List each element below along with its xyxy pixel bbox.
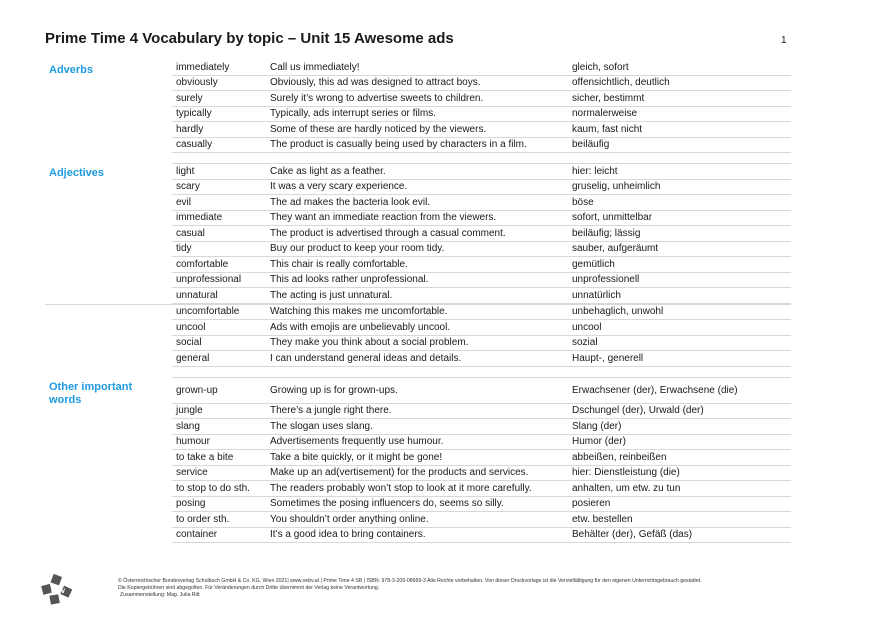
german-translation: Erwachsener (der), Erwachsene (die) bbox=[572, 384, 738, 396]
vocab-word: tidy bbox=[176, 243, 192, 255]
german-translation: hier: Dienstleistung (die) bbox=[572, 467, 680, 479]
vocab-word: uncool bbox=[176, 321, 206, 333]
vocab-word: evil bbox=[176, 196, 192, 208]
german-translation: hier: leicht bbox=[572, 165, 618, 177]
table-row bbox=[172, 242, 791, 258]
table-row bbox=[172, 435, 791, 451]
german-translation: Haupt-, generell bbox=[572, 352, 644, 364]
example-sentence: Some of these are hardly noticed by the viewers. bbox=[270, 123, 487, 135]
example-sentence: Sometimes the posing influencers do, seems so silly. bbox=[270, 498, 504, 510]
german-translation: gemütlich bbox=[572, 258, 615, 270]
table-row bbox=[172, 195, 791, 211]
table-row bbox=[172, 336, 791, 352]
table-row bbox=[172, 404, 791, 420]
section-adverbs bbox=[45, 60, 791, 153]
table-row bbox=[172, 91, 791, 107]
german-translation: beiläufig; lässig bbox=[572, 227, 641, 239]
example-sentence: I can understand general ideas and details. bbox=[270, 352, 462, 364]
vocab-word: jungle bbox=[176, 405, 203, 417]
vocab-word: immediate bbox=[176, 212, 223, 224]
vocab-word: to stop to do sth. bbox=[176, 482, 250, 494]
example-sentence: This ad looks rather unprofessional. bbox=[270, 274, 429, 286]
example-sentence: You shouldn’t order anything online. bbox=[270, 513, 429, 525]
table-row bbox=[172, 497, 791, 513]
vocab-word: to order sth. bbox=[176, 513, 230, 525]
german-translation: offensichtlich, deutlich bbox=[572, 77, 670, 89]
vocab-word: typically bbox=[176, 108, 212, 120]
german-translation: unprofessionell bbox=[572, 274, 640, 286]
table-row bbox=[172, 419, 791, 435]
example-sentence: They make you think about a social problem. bbox=[270, 337, 469, 349]
german-translation: uncool bbox=[572, 321, 602, 333]
german-translation: Behälter (der), Gefäß (das) bbox=[572, 529, 693, 541]
example-sentence: There’s a jungle right there. bbox=[270, 405, 392, 417]
table-row bbox=[172, 466, 791, 482]
example-sentence: It’s a good idea to bring containers. bbox=[270, 529, 426, 541]
section-other-important-words bbox=[45, 367, 791, 544]
vocab-word: to take a bite bbox=[176, 451, 234, 463]
table-row bbox=[172, 288, 791, 304]
vocab-word: immediately bbox=[176, 61, 230, 73]
vocab-word: light bbox=[176, 165, 195, 177]
section-label: Adjectives bbox=[49, 167, 105, 179]
section-spacer bbox=[172, 367, 791, 378]
german-translation: unbehaglich, unwohl bbox=[572, 306, 664, 318]
section-label: Other important words bbox=[49, 380, 133, 406]
vocab-word: comfortable bbox=[176, 258, 229, 270]
section-label: Adverbs bbox=[49, 64, 94, 76]
section-spacer bbox=[172, 153, 791, 164]
german-translation: beiläufig bbox=[572, 139, 610, 151]
german-translation: Dschungel (der), Urwald (der) bbox=[572, 405, 704, 417]
example-sentence: Growing up is for grown-ups. bbox=[270, 384, 398, 396]
footer-copyright: © Österreichischer Bundesverlag Schulbuch GmbH & Co. KG, Wien 2021| www.oebv.at | Prime Time 4 SB | ISBN: 978-3-209-08669-3 Alle Rechte vorbehalten. Von dieser Druckvorlage ist die Vervielfältigung für den eigenen Unterrichtsgebrauch gestattet. bbox=[118, 578, 702, 584]
german-translation: abbeißen, reinbeißen bbox=[572, 451, 667, 463]
german-translation: böse bbox=[572, 196, 594, 208]
table-row bbox=[172, 305, 791, 321]
german-translation: posieren bbox=[572, 498, 611, 510]
table-row bbox=[172, 107, 791, 123]
table-row bbox=[172, 211, 791, 227]
vocab-word: casually bbox=[176, 139, 213, 151]
example-sentence: The ad makes the bacteria look evil. bbox=[270, 196, 431, 208]
table-row bbox=[172, 481, 791, 497]
vocab-word: casual bbox=[176, 227, 205, 239]
vocab-word: container bbox=[176, 529, 218, 541]
vocab-word: humour bbox=[176, 436, 210, 448]
german-translation: sauber, aufgeräumt bbox=[572, 243, 659, 255]
german-translation: etw. bestellen bbox=[572, 513, 633, 525]
page-title: Prime Time 4 Vocabulary by topic – Unit 15 Awesome ads bbox=[45, 30, 454, 47]
example-sentence: Watching this makes me uncomfortable. bbox=[270, 306, 448, 318]
example-sentence: Obviously, this ad was designed to attract boys. bbox=[270, 77, 481, 89]
german-translation: gruselig, unheimlich bbox=[572, 181, 661, 193]
section-adjectives bbox=[45, 153, 791, 367]
example-sentence: The product is advertised through a casual comment. bbox=[270, 227, 506, 239]
table-row bbox=[172, 351, 791, 367]
table-row bbox=[172, 180, 791, 196]
example-sentence: The acting is just unnatural. bbox=[270, 289, 393, 301]
table-row bbox=[172, 138, 791, 154]
table-row bbox=[172, 450, 791, 466]
german-translation: Slang (der) bbox=[572, 420, 622, 432]
page-number: 1 bbox=[781, 35, 787, 46]
vocab-word: unprofessional bbox=[176, 274, 242, 286]
example-sentence: The slogan uses slang. bbox=[270, 420, 373, 432]
footer-compiler: Zusammenstellung: Mag. Julia Ritt bbox=[120, 592, 200, 598]
german-translation: anhalten, um etw. zu tun bbox=[572, 482, 681, 494]
vocab-word: service bbox=[176, 467, 208, 479]
table-row bbox=[172, 122, 791, 138]
german-translation: kaum, fast nicht bbox=[572, 123, 643, 135]
example-sentence: Make up an ad(vertisement) for the products and services. bbox=[270, 467, 529, 479]
german-translation: sozial bbox=[572, 337, 598, 349]
table-row bbox=[172, 60, 791, 76]
example-sentence: The product is casually being used by characters in a film. bbox=[270, 139, 527, 151]
vocab-word: grown-up bbox=[176, 384, 218, 396]
german-translation: Humor (der) bbox=[572, 436, 626, 448]
vocab-word: surely bbox=[176, 92, 203, 104]
example-sentence: Take a bite quickly, or it might be gone! bbox=[270, 451, 443, 463]
example-sentence: The readers probably won’t stop to look at it more carefully. bbox=[270, 482, 532, 494]
table-row bbox=[172, 512, 791, 528]
example-sentence: Typically, ads interrupt series or films. bbox=[270, 108, 436, 120]
german-translation: sofort, unmittelbar bbox=[572, 212, 653, 224]
table-row bbox=[172, 76, 791, 92]
german-translation: sicher, bestimmt bbox=[572, 92, 645, 104]
table-row bbox=[172, 164, 791, 180]
svg-text:öbv: öbv bbox=[51, 586, 66, 595]
table-row bbox=[172, 528, 791, 544]
table-row bbox=[172, 226, 791, 242]
table-row bbox=[172, 257, 791, 273]
german-translation: unnatürlich bbox=[572, 289, 621, 301]
vocab-word: unnatural bbox=[176, 289, 218, 301]
example-sentence: Advertisements frequently use humour. bbox=[270, 436, 444, 448]
example-sentence: It was a very scary experience. bbox=[270, 181, 408, 193]
vocab-word: posing bbox=[176, 498, 206, 510]
vocab-word: scary bbox=[176, 181, 200, 193]
vocab-word: social bbox=[176, 337, 202, 349]
vocabulary-table bbox=[45, 60, 791, 543]
example-sentence: This chair is really comfortable. bbox=[270, 258, 408, 270]
example-sentence: Buy our product to keep your room tidy. bbox=[270, 243, 445, 255]
footer-fees: Die Kopiergebühren sind abgegolten. Für Veränderungen durch Dritte übernimmt der Verlag keine Verantwortung. bbox=[118, 585, 380, 591]
vocab-word: obviously bbox=[176, 77, 218, 89]
vocab-word: slang bbox=[176, 420, 200, 432]
example-sentence: Cake as light as a feather. bbox=[270, 165, 386, 177]
vocab-word: general bbox=[176, 352, 210, 364]
table-row bbox=[172, 378, 791, 404]
german-translation: normalerweise bbox=[572, 108, 638, 120]
vocab-word: uncomfortable bbox=[176, 306, 240, 318]
oebv-logo bbox=[40, 573, 74, 607]
example-sentence: Call us immediately! bbox=[270, 61, 360, 73]
table-row bbox=[172, 273, 791, 289]
example-sentence: Surely it’s wrong to advertise sweets to children. bbox=[270, 92, 484, 104]
german-translation: gleich, sofort bbox=[572, 61, 629, 73]
example-sentence: Ads with emojis are unbelievably uncool. bbox=[270, 321, 451, 333]
footer bbox=[118, 578, 738, 599]
example-sentence: They want an immediate reaction from the viewers. bbox=[270, 212, 497, 224]
vocab-word: hardly bbox=[176, 123, 204, 135]
table-row bbox=[172, 320, 791, 336]
